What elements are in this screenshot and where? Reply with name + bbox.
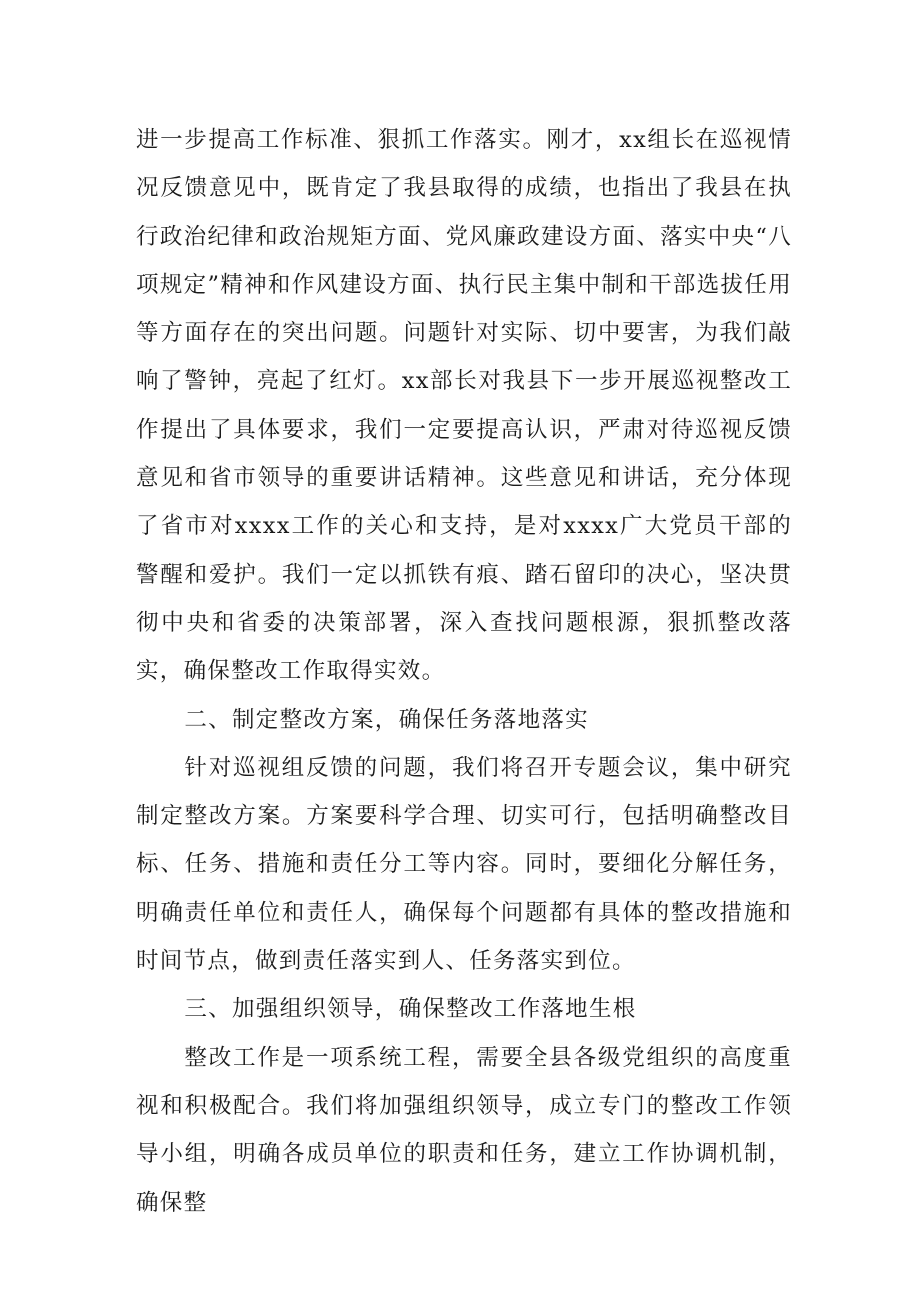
body-paragraph-1: 进一步提高工作标准、狠抓工作落实。刚才，xx组长在巡视情况反馈意见中，既肯定了我县取得的成绩，也指出了我县在执行政治纪律和政治规矩方面、党风廉政建设方面、落实中央“八项规定”精神和作风建设方面、执行民主集中制和干部选拔任用等方面存在的突出问题。问题针对实际、切中要害，为我们敲响了警钟，亮起了红灯。xx部长对我县下一步开展巡视整改工作提出了具体要求，我们一定要提高认识，严肃对待巡视反馈意见和省市领导的重要讲话精神。这些意见和讲话，充分体现了省市对xxxx工作的关心和支持，是对xxxx广大党员干部的警醒和爱护。我们一定以抓铁有痕、踏石留印的决心，坚决贯彻中央和省委的决策部署，深入查找问题根源，狠抓整改落实，确保整改工作取得实效。: [136, 127, 792, 685]
body-paragraph-2: 针对巡视组反馈的问题，我们将召开专题会议，集中研究制定整改方案。方案要科学合理、切实可行，包括明确整改目标、任务、措施和责任分工等内容。同时，要细化分解任务，明确责任单位和责任人，确保每个问题都有具体的整改措施和时间节点，做到责任落实到人、任务落实到位。: [136, 754, 792, 975]
section-heading-3: 三、加强组织领导，确保整改工作落地生根: [184, 996, 637, 1023]
section-heading-2: 二、制定整改方案，确保任务落地落实: [184, 706, 589, 733]
document-body: [136, 116, 792, 1227]
body-paragraph-3: 整改工作是一项系统工程，需要全县各级党组织的高度重视和积极配合。我们将加强组织领导，成立专门的整改工作领导小组，明确各成员单位的职责和任务，建立工作协调机制，确保整: [136, 1044, 792, 1216]
